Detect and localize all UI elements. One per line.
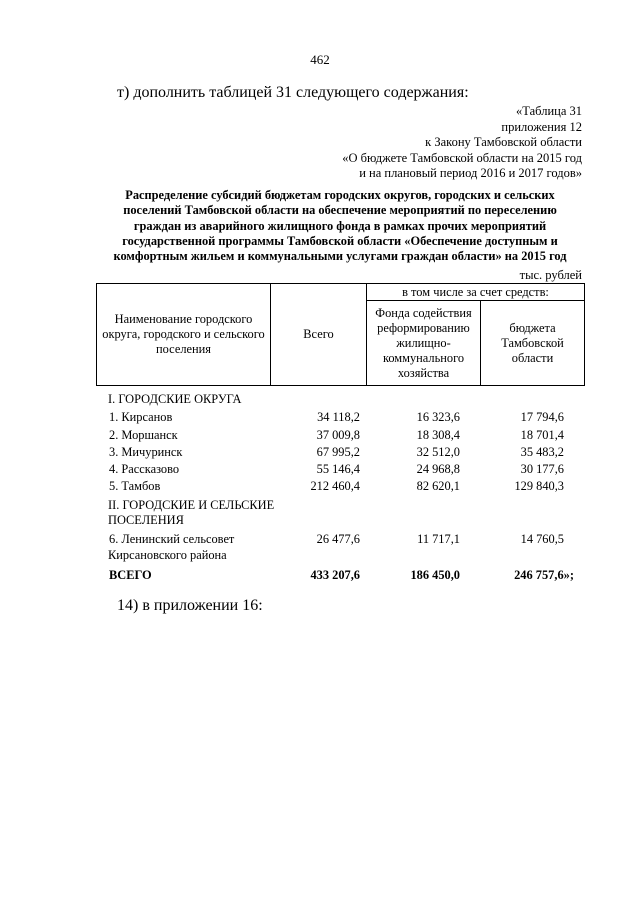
row-name: 5. Тамбов (109, 479, 161, 493)
total-row (96, 567, 584, 583)
header-budget-col: бюджета Тамбовской области (481, 301, 585, 386)
intro-line: т) дополнить таблицей 31 следующего содержания: (117, 84, 469, 101)
row-name: 6. Ленинский сельсовет (109, 532, 235, 546)
row-fund: 32 512,0 (416, 445, 460, 459)
caption-line: «Таблица 31 (516, 104, 582, 118)
caption-line: и на плановый период 2016 и 2017 годов» (359, 166, 582, 181)
row-name: 1. Кирсанов (109, 410, 173, 424)
title-line: Распределение субсидий бюджетам городских округов, городских и сельских (125, 188, 555, 202)
total-sum: 433 207,6 (310, 568, 360, 582)
row-name-continued: Кирсановского района (108, 548, 227, 562)
row-budget: 18 701,4 (520, 428, 564, 442)
row-fund: 18 308,4 (416, 428, 460, 442)
total-label: ВСЕГО (109, 568, 152, 582)
header-group: в том числе за счет средств: (367, 284, 585, 301)
row-name: 4. Рассказово (109, 462, 180, 476)
row-name: 2. Моршанск (109, 428, 178, 442)
row-total: 34 118,2 (317, 410, 360, 424)
row-fund: 24 968,8 (416, 462, 460, 476)
header-fund-col: Фонда содействия реформированию жилищно-коммунального хозяйства (367, 301, 481, 386)
caption-line: приложения 12 (501, 119, 582, 134)
row-budget: 35 483,2 (520, 445, 564, 459)
units-label: тыс. рублей (519, 268, 582, 282)
row-fund: 11 717,1 (417, 532, 460, 546)
footer-line: 14) в приложении 16: (117, 597, 263, 614)
row-total: 212 460,4 (310, 479, 360, 493)
title-line: комфортным жильем и коммунальными услугами граждан области» на 2015 год (113, 249, 567, 264)
caption-line: «О бюджете Тамбовской области на 2015 год (342, 150, 582, 165)
section-heading: ПОСЕЛЕНИЯ (108, 513, 184, 527)
title-line: поселений Тамбовской области на обеспечение мероприятий по переселению (123, 203, 557, 218)
caption-line: к Закону Тамбовской области (425, 135, 582, 150)
total-budget: 246 757,6»; (514, 568, 574, 582)
document-title (96, 188, 584, 264)
row-total: 55 146,4 (316, 462, 360, 476)
table-row (96, 531, 584, 547)
section-heading: I. ГОРОДСКИЕ ОКРУГА (108, 392, 242, 406)
row-budget: 17 794,6 (520, 410, 564, 424)
table-row (96, 409, 584, 425)
row-total: 26 477,6 (316, 532, 360, 546)
row-budget: 129 840,3 (514, 479, 564, 493)
section-heading: II. ГОРОДСКИЕ И СЕЛЬСКИЕ (108, 498, 275, 512)
row-total: 37 009,8 (316, 428, 360, 442)
title-line: граждан из аварийного жилищного фонда в рамках прочих мероприятий (133, 218, 547, 233)
row-total: 67 995,2 (316, 445, 360, 459)
table-caption (342, 104, 582, 182)
title-line: государственной программы Тамбовской области «Обеспечение доступным и (122, 233, 558, 248)
table-row (96, 444, 584, 460)
table-row (96, 461, 584, 477)
table-header (96, 283, 585, 386)
row-fund: 82 620,1 (416, 479, 460, 493)
page-number: 462 (310, 52, 330, 67)
table-row (96, 478, 584, 494)
row-name: 3. Мичуринск (109, 445, 183, 459)
total-fund: 186 450,0 (410, 568, 460, 582)
row-budget: 14 760,5 (520, 532, 564, 546)
row-fund: 16 323,6 (416, 410, 460, 424)
header-total-col: Всего (271, 284, 367, 386)
row-budget: 30 177,6 (520, 462, 564, 476)
header-name-col: Наименование городского округа, городского и сельского поселения (97, 284, 271, 386)
table-row (96, 427, 584, 443)
